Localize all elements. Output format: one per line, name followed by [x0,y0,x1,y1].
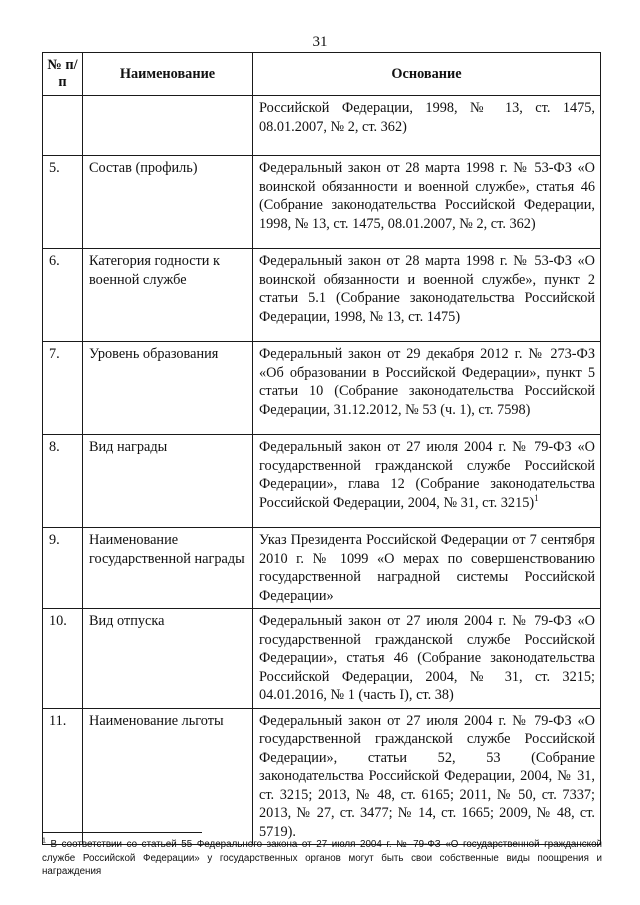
row-basis-text: Федеральный закон от 27 июля 2004 г. № 79-ФЗ «О государственной гражданской службе Российской Федерации», статья 46 (Собрание законодательства Российской Федерации, 2004, № 31, ст. 3215; 04.01.2016, № 1 (часть I), ст. 38) [259,613,595,703]
row-name: Уровень образования [83,342,253,435]
row-number: 7. [43,342,83,435]
footnote-ref: 1 [534,492,539,503]
row-number: 11. [43,708,83,845]
row-number: 5. [43,156,83,249]
row-name: Категория годности к военной службе [83,249,253,342]
row-number: 9. [43,528,83,609]
row-number [43,96,83,156]
row-basis [253,342,601,435]
row-name: Наименование государственной награды [83,528,253,609]
row-number: 6. [43,249,83,342]
table-row [43,249,601,342]
table-header-row [43,53,601,96]
row-basis-text: Федеральный закон от 27 июля 2004 г. № 79-ФЗ «О государственной гражданской службе Российской Федерации», глава 12 (Собрание законодательства Российской Федерации, 2004, № 31, ст. 3215) [259,439,595,511]
row-basis [253,435,601,528]
row-basis-text: Федеральный закон от 28 марта 1998 г. № 53-ФЗ «О воинской обязанности и военной службе», пункт 2 статьи 5.1 (Собрание законодательства Российской Федерации, 1998, № 13, ст. 1475) [259,253,595,325]
row-basis-text: Российской Федерации, 1998, № 13, ст. 1475, 08.01.2007, № 2, ст. 362) [259,100,595,135]
row-number: 10. [43,609,83,709]
header-basis: Основание [253,53,601,96]
table-row [43,528,601,609]
table-row [43,96,601,156]
row-basis [253,609,601,709]
row-basis [253,528,601,609]
table-row [43,609,601,709]
row-name [83,96,253,156]
footnote-marker: 1 [42,837,46,845]
row-basis [253,96,601,156]
header-name: Наименование [83,53,253,96]
row-number: 8. [43,435,83,528]
table-row [43,708,601,845]
footnote-text: В соответствии со статьей 55 Федерального закона от 27 июля 2004 г. № 79-ФЗ «О государственной гражданской службе Российской Федерации» у государственных органов могут быть свои собственные виды поощрения и награждения [42,839,602,877]
row-basis [253,156,601,249]
row-name: Вид награды [83,435,253,528]
row-basis-text: Федеральный закон от 28 марта 1998 г. № 53-ФЗ «О воинской обязанности и военной службе», статья 46 (Собрание законодательства Российской Федерации, 1998, № 13, ст. 1475, 08.01.2007, № 2, ст. 362) [259,160,595,232]
row-basis-text: Указ Президента Российской Федерации от 7 сентября 2010 г. № 1099 «О мерах по совершенствованию государственной наградной системы Российской Федерации» [259,532,595,604]
row-name: Состав (профиль) [83,156,253,249]
page-number: 31 [312,34,328,50]
legal-basis-table [42,52,601,845]
table-row [43,435,601,528]
row-basis-text: Федеральный закон от 27 июля 2004 г. № 79-ФЗ «О государственной гражданской службе Российской Федерации», статьи 52, 53 (Собрание законодательства Российской Федерации, 2004, № 31, ст. 3215; 2013, № 48, ст. 6165; 2011, № 50, ст. 7337; 2013, № 27, ст. 3477; № 14, ст. 1665; 2009, № 48, ст. 5719). [259,712,595,840]
row-name: Вид отпуска [83,609,253,709]
table-row [43,342,601,435]
footnote-separator [42,832,202,833]
row-basis [253,249,601,342]
table-row [43,156,601,249]
row-name: Наименование льготы [83,708,253,845]
row-basis-text: Федеральный закон от 29 декабря 2012 г. № 273-ФЗ «Об образовании в Российской Федерации», пункт 5 статьи 10 (Собрание законодательства Российской Федерации, 31.12.2012, № 53 (ч. 1), ст. 7598) [259,346,595,418]
header-number: № п/п [43,53,83,96]
footnote [42,838,602,879]
row-basis [253,708,601,845]
